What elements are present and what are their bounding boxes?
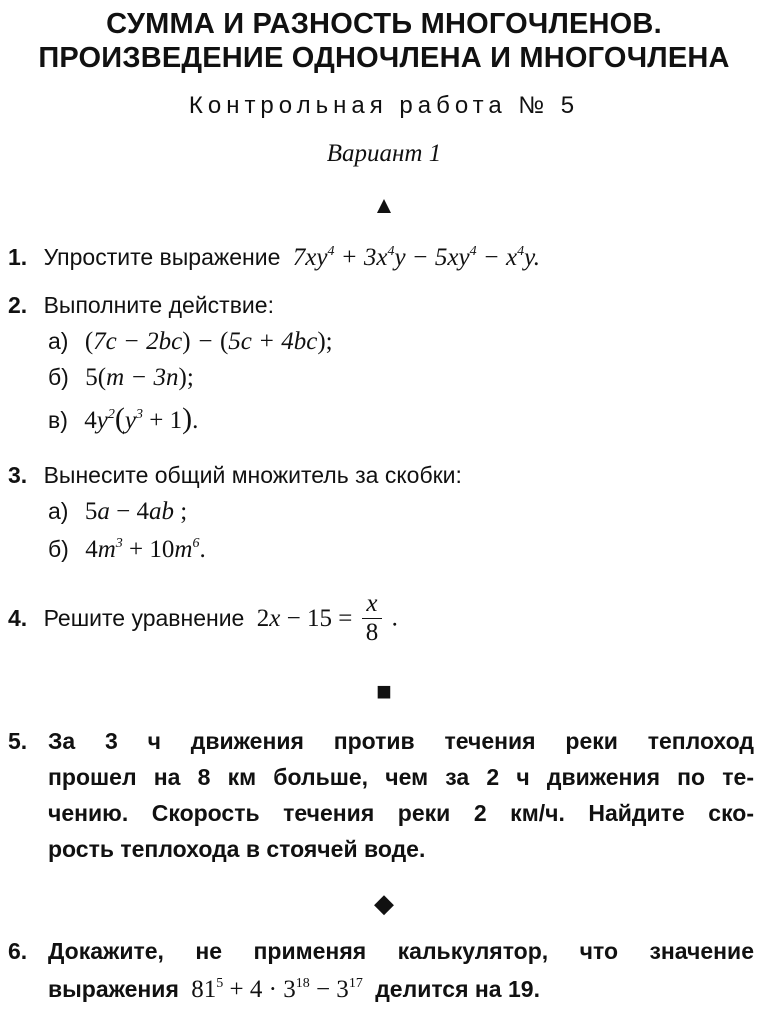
task-5-line: рость теплохода в стоячей воде. (48, 836, 426, 862)
square-marker-icon: ■ (376, 676, 392, 706)
task-2b-expression: 5(m − 3n); (85, 364, 194, 391)
task-2b (48, 364, 194, 392)
task-number: 3. (8, 462, 28, 488)
task-1-expression: $7xy^4 + 3x^4y - 5xy^4 - x^4y$. (292, 244, 541, 271)
task-number: 5. (8, 728, 28, 754)
task-number: 1. (8, 244, 28, 270)
title-line-2: ПРОИЗВЕДЕНИЕ ОДНОЧЛЕНА И МНОГОЧЛЕНА (38, 42, 730, 74)
item-label: б) (48, 536, 69, 562)
task-text: Упростите выражение (43, 244, 281, 270)
task-3b-expression: $4m^3 + 10m^6$. (85, 536, 206, 563)
task-number: 6. (8, 938, 28, 964)
task-2a-expression: (7c − 2bc) − (5c + 4bc); (84, 328, 333, 355)
triangle-marker-icon: ▲ (372, 192, 396, 219)
task-6-text-end: делится на 19. (375, 976, 540, 1002)
title-line-1: СУММА И РАЗНОСТЬ МНОГОЧЛЕНОВ. (106, 8, 662, 40)
task-5-line: За 3 ч движения против течения реки теплоход (48, 728, 754, 754)
task-6-line-2 (48, 976, 754, 1004)
task-5-text (48, 728, 754, 872)
task-4: 4. Решите уравнение 2x − 15 = $\frac{x}{8}$ . (8, 590, 398, 646)
item-label: а) (48, 328, 69, 354)
task-3a-expression: 5a − 4ab ; (84, 498, 188, 525)
task-2c-expression: $4y^2(y^3 + 1)$. (84, 402, 199, 435)
task-6-text (48, 938, 754, 1004)
task-5-line: прошел на 8 км больше, чем за 2 ч движения по те- (48, 764, 754, 790)
item-label: б) (48, 364, 69, 390)
task-5-line: чению. Скорость течения реки 2 км/ч. Найдите ско- (48, 800, 754, 826)
task-6-expression: $81^5 + 4 \cdot 3^{18} - 3^{17}$ (191, 976, 363, 1003)
task-text: Выполните действие: (43, 292, 274, 318)
task-6-line: Докажите, не применяя калькулятор, что значение (48, 938, 754, 964)
task-4-equation: 2x − 15 = (256, 604, 353, 632)
task-number: 2. (8, 292, 28, 318)
task-1 (8, 244, 540, 272)
task-3a (48, 498, 187, 526)
subtitle: Контрольная работа № 5 (188, 92, 580, 119)
item-label: в) (48, 407, 68, 433)
task-6-text-start: выражения (48, 976, 179, 1002)
task-2a (48, 328, 333, 356)
task-number: 4. (8, 605, 28, 631)
task-2c (48, 402, 198, 436)
task-2 (8, 292, 274, 319)
task-text: Вынесите общий множитель за скобки: (43, 462, 462, 488)
variant-label: Вариант 1 (326, 140, 442, 167)
fraction: $\frac{x}{8}$ (362, 590, 383, 647)
diamond-marker-icon: ◆ (374, 888, 394, 918)
task-3 (8, 462, 462, 489)
task-5 (8, 728, 27, 755)
task-6 (8, 938, 27, 965)
item-label: а) (48, 498, 69, 524)
task-3b (48, 536, 206, 564)
task-text: Решите уравнение (43, 605, 245, 631)
